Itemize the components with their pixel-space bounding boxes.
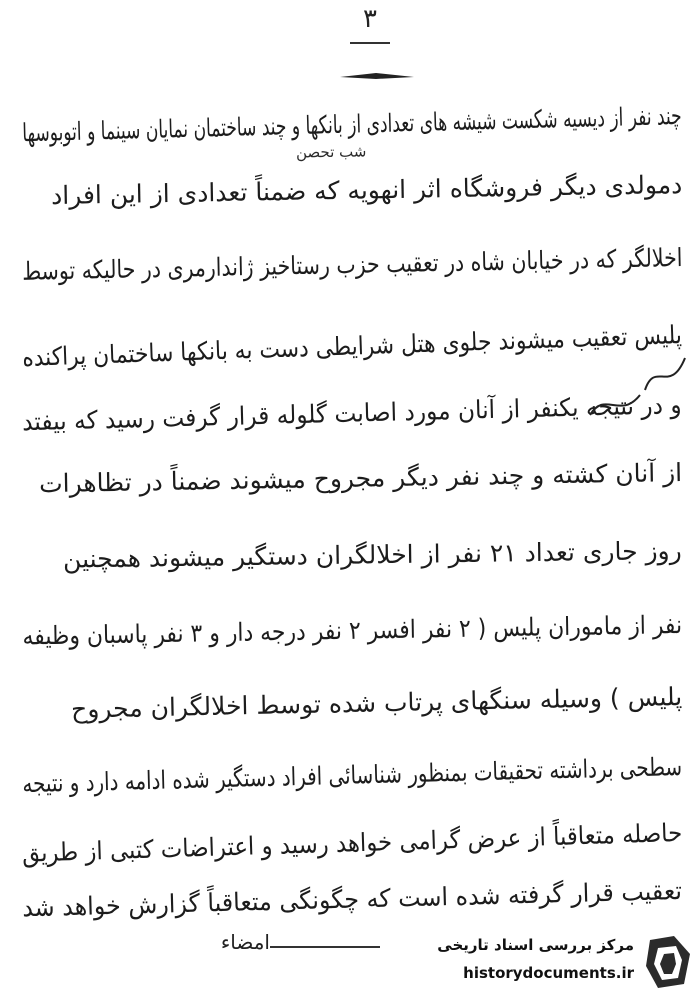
watermark-title: مرکز بررسی اسناد تاریخی: [437, 936, 634, 954]
document-line-1: چند نفر از دیسیه شکست شیشه های تعدادی از بانکها و چند ساختمان نمایان سینما و اتوبوسها: [22, 101, 683, 148]
watermark-url: historydocuments.ir: [463, 964, 634, 982]
document-line-12: تعقیب قرار گرفته شده است که چگونگی متعاقباً گزارش خواهد شد: [21, 876, 683, 923]
document-line-3: اخلالگر که در خیابان شاه در تعقیب حزب رستاخیز ژاندارمری در حالیکه توسط: [21, 243, 683, 286]
page-number-underline: [350, 42, 390, 44]
interline-note: شب تحصن: [295, 142, 367, 162]
document-line-5: و در نتیجه یکنفر از آنان مورد اصابت گلوله قرار گرفت رسید که بیفتد: [22, 390, 683, 437]
header-ornament: [338, 72, 416, 80]
archive-watermark: [408, 932, 696, 996]
document-line-8: نفر از ماموران پلیس ( ۲ نفر افسر ۲ نفر درجه دار و ۳ نفر پاسبان وظیفه: [22, 610, 683, 651]
margin-scribble-2: [585, 385, 645, 425]
document-line-10: سطحی برداشته تحقیقات بمنظور شناسائی افراد دستگیر شده ادامه دارد و نتیجه: [21, 752, 683, 799]
page-number: ۳: [363, 4, 377, 34]
signature-dash: [270, 946, 380, 948]
document-line-7: روز جاری تعداد ۲۱ نفر از اخلالگران دستگیر میشوند همچنین: [63, 536, 683, 574]
document-line-2: دمولدی دیگر فروشگاه اثر انهویه که ضمناً تعدادی از این افراد: [50, 170, 683, 211]
document-line-6: از آنان کشته و چند نفر دیگر مجروح میشوند ضمناً در تظاهرات: [38, 458, 683, 499]
document-line-11: حاصله متعاقباً از عرض گرامی خواهد رسید و اعتراضات کتبی از طریق: [21, 818, 683, 868]
signature: امضاء: [220, 930, 270, 954]
document-line-9: پلیس ) وسیله سنگهای پرتاب شده توسط اخلالگران مجروح: [70, 682, 683, 724]
document-line-4: پلیس تعقیب میشوند جلوی هتل شرایطی دست به بانکها ساختمان پراکنده: [21, 320, 683, 373]
archive-logo-icon: [640, 932, 696, 992]
margin-scribble: [640, 350, 690, 400]
